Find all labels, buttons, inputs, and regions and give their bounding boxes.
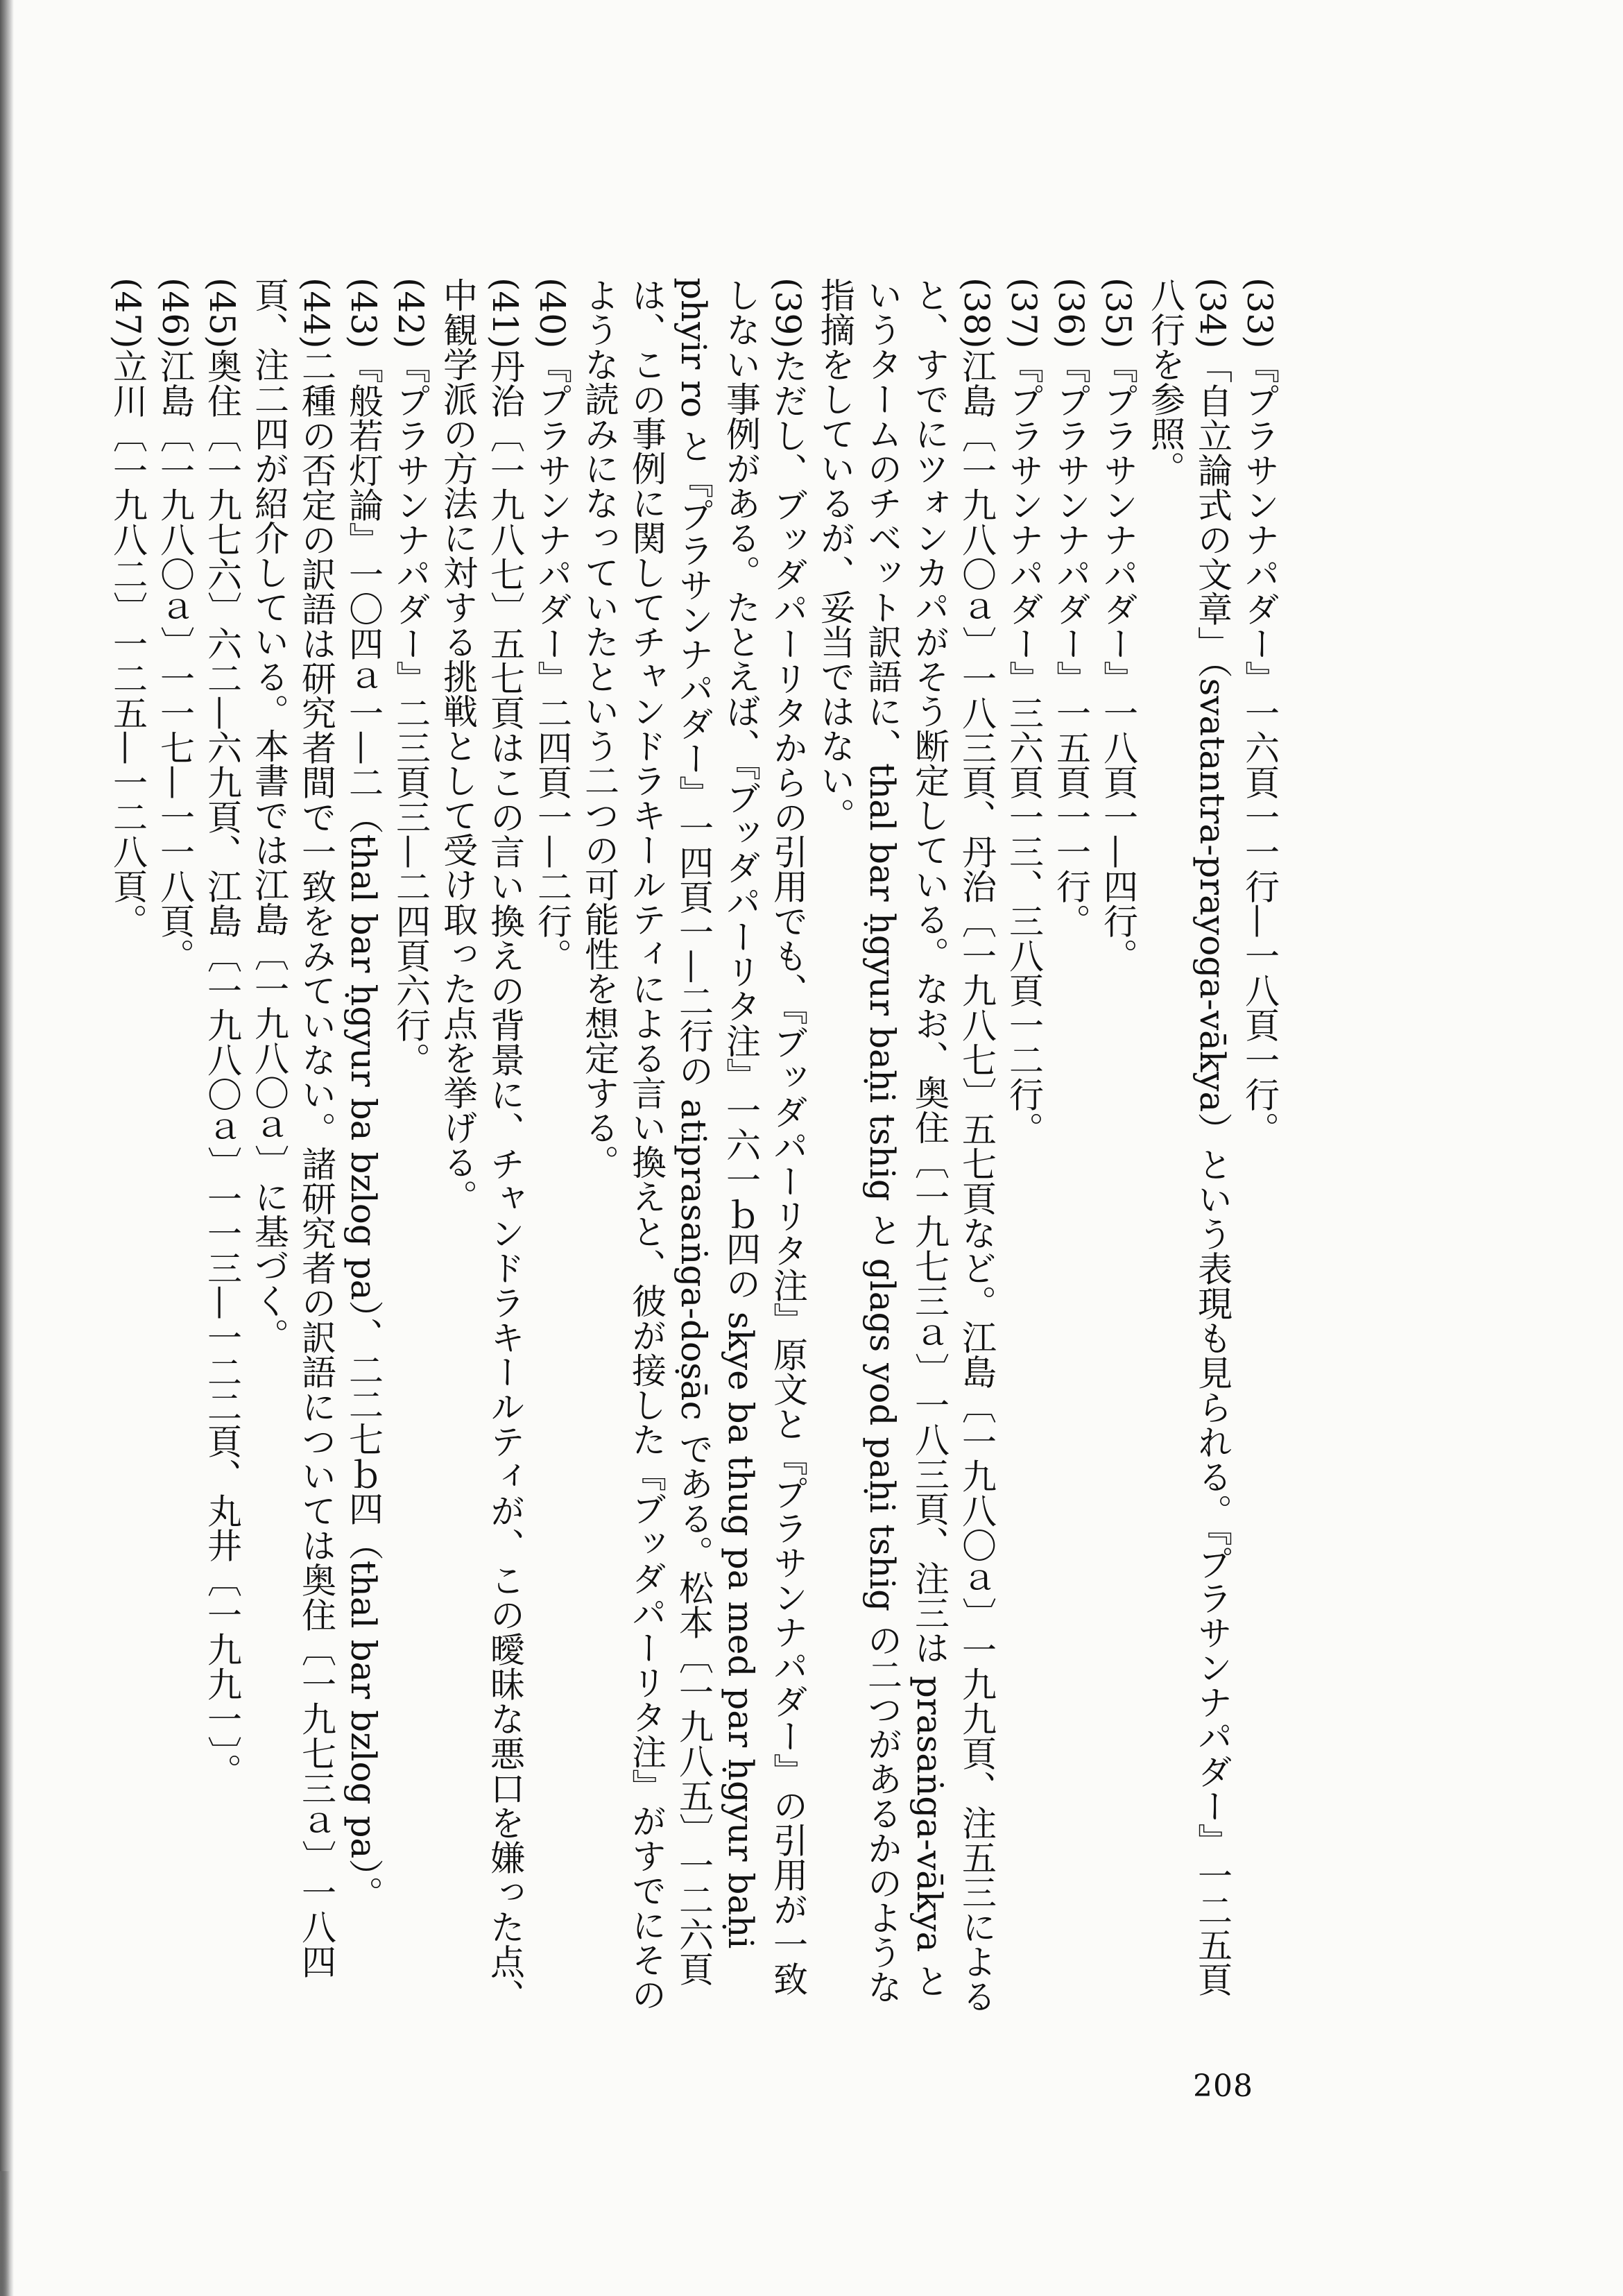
note-text: 『プラサンナパダー』二四頁一—二行。	[532, 348, 572, 973]
note-number: (36)	[1051, 277, 1091, 349]
note-number: (41)	[485, 277, 525, 349]
note-47	[104, 277, 151, 2025]
note-text: 『般若灯論』一〇四ａ一—二（thal bar ḥgyur ba bzlog pa）、二二七ｂ四（thal bar bzlog pa）。	[343, 348, 384, 1911]
note-number: (44)	[296, 277, 336, 349]
note-34	[1142, 277, 1236, 2025]
note-40	[529, 277, 576, 2025]
note-text: 江島〔一九八〇ａ〕一一七—一一八頁。	[155, 348, 195, 973]
note-text: 二種の否定の訳語は研究者間で一致をみていない。諸研究者の訳語については奥住〔一九七三ａ〕一八四頁、注二四が紹介している。本書では江島〔一九八〇ａ〕に基づく。	[249, 277, 336, 1979]
note-text: 江島〔一九八〇ａ〕一八三頁、丹治〔一九八七〕五七頁など。江島〔一九八〇ａ〕一九九頁、注五三によると、すでにツォンカパがそう断定している。なお、奥住〔一九七三ａ〕一八三頁、注三は prasaṅga-vākya というタームのチベット訳語に、thal bar ḥgyur baḥi tshig と glags yod paḥi tshig の二つがあるかのような指摘をしているが、妥当ではない。	[815, 277, 997, 2014]
note-35	[1094, 277, 1142, 2025]
note-text: 『プラサンナパダー』三六頁一三、三八頁一二行。	[1004, 348, 1044, 1147]
note-number: (37)	[1004, 277, 1044, 349]
note-text: 丹治〔一九八七〕五七頁はこの言い換えの背景に、チャンドラキールティが、この曖昧な悪口を嫌った点、中観学派の方法に対する挑戦として受け取った点を挙げる。	[438, 277, 525, 2014]
endnotes-column	[104, 277, 1283, 2025]
scan-shadow-edge-bottom	[0, 2171, 10, 2296]
note-number: (42)	[390, 277, 431, 349]
note-37	[1000, 277, 1047, 2025]
note-number: (38)	[956, 277, 997, 349]
note-text: 『プラサンナパダー』一六頁一一行—一八頁一行。	[1239, 348, 1280, 1147]
note-33	[1236, 277, 1283, 2025]
note-41	[434, 277, 529, 2025]
note-43	[340, 277, 387, 2025]
note-number: (34)	[1192, 277, 1233, 349]
note-text: 『プラサンナパダー』二三頁三—二四頁六行。	[390, 348, 431, 1077]
note-39	[576, 277, 812, 2025]
note-text: 「自立論式の文章」（svatantra-prayoga-vākya）という表現も見られる。『プラサンナパダー』一二五頁八行を参照。	[1145, 277, 1233, 1997]
note-number: (45)	[202, 277, 242, 349]
note-44	[246, 277, 340, 2025]
note-number: (40)	[532, 277, 572, 349]
note-45	[198, 277, 246, 2025]
note-text: 『プラサンナパダー』一五頁一一行。	[1051, 348, 1091, 939]
note-text: 『プラサンナパダー』一八頁一—四行。	[1098, 348, 1138, 973]
note-number: (43)	[343, 277, 384, 349]
note-number: (35)	[1098, 277, 1138, 349]
page-number: 208	[1193, 2068, 1253, 2104]
note-38	[812, 277, 1000, 2025]
note-text: ただし、ブッダパーリタからの引用でも、『ブッダパーリタ注』原文と『プラサンナパダー』の引用が一致しない事例がある。たとえば、『ブッダパーリタ注』一六一ｂ四の skye ba thug pa med par ḥgyur baḥi phyir ro と『プラサンナパダー』一四頁一—二行の atiprasaṅga-doṣāc である。松本〔一九八五〕一二六頁は、この事例に関してチャンドラキールティによる言い換えと、彼が接した『ブッダパーリタ注』がすでにそのような読みになっていたという二つの可能性を想定する。	[579, 277, 808, 2012]
note-36	[1047, 277, 1094, 2025]
note-42	[387, 277, 434, 2025]
scan-shadow-edge	[0, 0, 14, 2296]
note-number: (33)	[1239, 277, 1280, 349]
note-number: (47)	[108, 277, 148, 349]
note-text: 立川〔一九八二〕一二五—一二八頁。	[108, 348, 148, 939]
note-number: (39)	[768, 277, 808, 349]
note-46	[151, 277, 198, 2025]
note-text: 奥住〔一九七六〕六二—六九頁、江島〔一九八〇ａ〕一一三—一二二頁、丸井〔一九九一〕。	[202, 348, 242, 1788]
note-number: (46)	[155, 277, 195, 349]
